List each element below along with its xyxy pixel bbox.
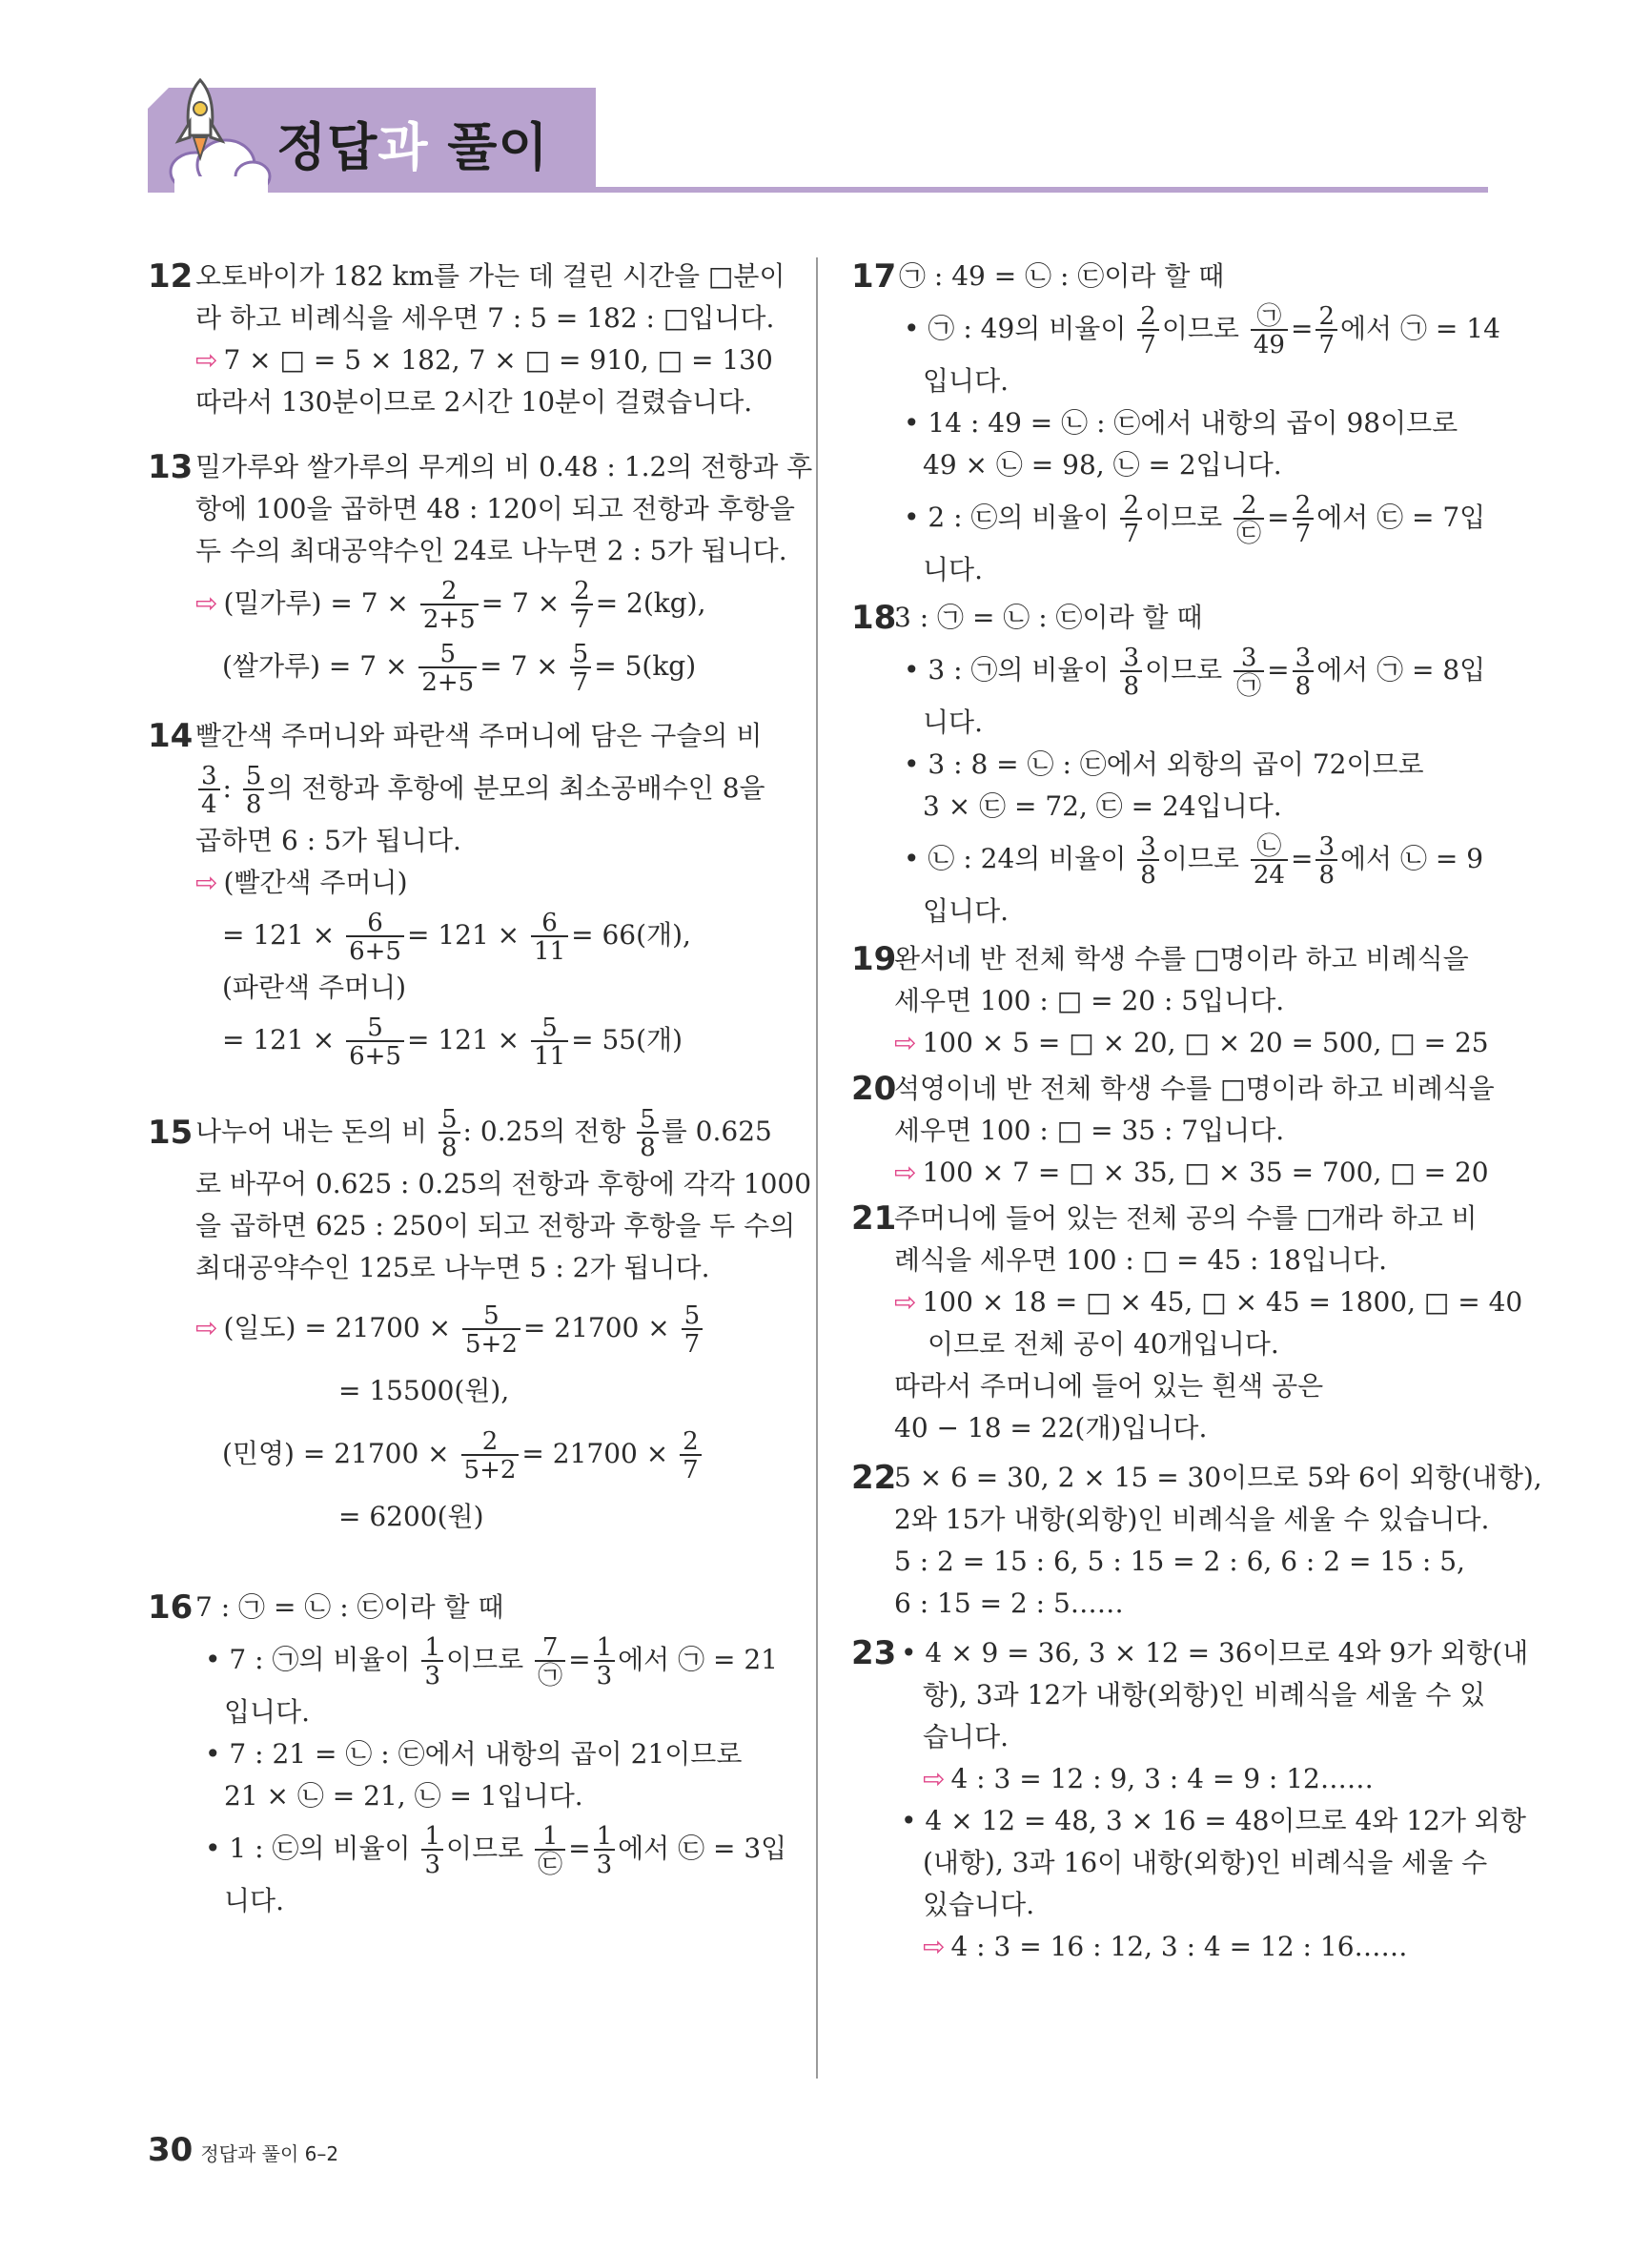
fraction: [420, 576, 479, 634]
expr: • 2 : ㉢의 비율이: [904, 502, 1110, 533]
text-line: 5 : 2 = 15 : 6, 5 : 15 = 2 : 6, 6 : 2 = 15 : 5,: [894, 1546, 1465, 1577]
text-line: 주머니에 들어 있는 전체 공의 수를 □개라 하고 비: [894, 1202, 1478, 1234]
problem-number: 17: [851, 257, 897, 296]
numerator: 5: [439, 639, 457, 668]
arrow-icon: ⇨: [894, 1157, 917, 1188]
numerator: 3: [201, 761, 217, 790]
bullet-line: 습니다.: [923, 1721, 1010, 1752]
text-line: 곱하면 6 : 5가 됩니다.: [195, 825, 461, 856]
answer-text: 100 × 5 = □ × 20, □ × 20 = 500, □ = 25: [922, 1027, 1489, 1058]
denominator: 5+2: [462, 1328, 520, 1357]
fraction: [346, 1015, 404, 1069]
fraction: [346, 908, 404, 966]
denominator: 6+5: [346, 1040, 404, 1069]
denominator: 2+5: [420, 604, 479, 632]
numerator: ㉡: [1256, 831, 1282, 861]
answer-text: 100 × 7 = □ × 35, □ × 35 = 700, □ = 20: [922, 1157, 1489, 1188]
text-line: 7 : ㉠ = ㉡ : ㉢이라 할 때: [195, 1591, 504, 1623]
denominator: 11: [531, 935, 568, 964]
fraction: [1234, 490, 1264, 548]
numerator: 1: [424, 1632, 441, 1662]
expr: 의 전항과 후항에 분모의 최소공배수인 8을: [267, 772, 765, 804]
expr: = 5(kg): [594, 650, 697, 682]
text-line: 5 × 6 = 30, 2 × 15 = 30이므로 5와 6이 외항(내항),: [894, 1462, 1542, 1493]
problem-number: 15: [148, 1114, 194, 1152]
arrow-icon: ⇨: [195, 867, 218, 898]
problem-21: [851, 1198, 1523, 1449]
fraction: [680, 1426, 702, 1485]
denominator: 3: [594, 1660, 616, 1689]
text-line: 3 : ㉠ = ㉡ : ㉢이라 할 때: [894, 602, 1203, 633]
bullet-line: 3 × ㉢ = 72, ㉢ = 24입니다.: [923, 790, 1282, 822]
numerator: 7: [541, 1632, 559, 1662]
expr: = 7 ×: [479, 650, 559, 682]
denominator: 8: [438, 1132, 460, 1160]
expr: = 21700 ×: [521, 1438, 669, 1469]
bullet-line: 21 × ㉡ = 21, ㉡ = 1입니다.: [224, 1780, 583, 1812]
fraction: [1293, 490, 1315, 548]
bullet-line: [205, 1817, 787, 1880]
book-title: 정답과 풀이 6–2: [200, 2142, 339, 2165]
expr: • ㉠ : 49의 비율이: [904, 313, 1127, 344]
bullet-line: [904, 486, 1490, 549]
expr: =: [1290, 313, 1314, 344]
right-column: [851, 256, 1542, 1968]
fraction: [1120, 490, 1142, 548]
answer-line: [894, 1281, 1523, 1323]
fraction: [421, 1821, 443, 1879]
fraction: [531, 908, 568, 966]
expr: :: [222, 772, 232, 804]
numerator: 2: [1295, 490, 1312, 520]
denominator: 7: [1315, 329, 1337, 358]
numerator: 3: [1240, 643, 1257, 672]
text-line: 세우면 100 : □ = 35 : 7입니다.: [894, 1115, 1285, 1146]
expr: 이므로: [446, 1833, 524, 1864]
bullet-line: 입니다.: [923, 895, 1010, 927]
numerator: 5: [441, 1104, 458, 1134]
bullet-line: • 14 : 49 = ㉡ : ㉢에서 내항의 곱이 98이므로: [904, 407, 1458, 439]
problem-number: 14: [148, 717, 194, 755]
fraction: [462, 1303, 520, 1357]
bullet-line: • 3 : 8 = ㉡ : ㉢에서 외항의 곱이 72이므로: [904, 748, 1424, 780]
bullet-line: [904, 828, 1490, 891]
numerator: 5: [640, 1104, 656, 1134]
numerator: 1: [424, 1821, 441, 1851]
text-line: 완서네 반 전체 학생 수를 □명이라 하고 비례식을: [894, 943, 1469, 974]
text-line: 두 수의 최대공약수인 24로 나누면 2 : 5가 됩니다.: [195, 535, 787, 566]
problem-number: 16: [148, 1588, 194, 1627]
text-line: 2와 15가 내항(외항)인 비례식을 세울 수 있습니다.: [894, 1504, 1490, 1535]
denominator: 3: [421, 1660, 443, 1689]
numerator: 2: [1240, 490, 1257, 520]
fraction: [531, 1015, 568, 1069]
fraction: [1234, 645, 1264, 699]
text-line: 석영이네 반 전체 학생 수를 □명이라 하고 비례식을: [894, 1073, 1495, 1104]
denominator: 11: [531, 1040, 568, 1069]
expr: =: [568, 1644, 591, 1675]
text-line: 세우면 100 : □ = 20 : 5입니다.: [894, 985, 1285, 1016]
expr: = 121 ×: [406, 1024, 520, 1055]
denominator: 2+5: [418, 666, 477, 695]
expr: 에서 ㉢ = 3입: [618, 1833, 787, 1864]
problem-number: 21: [851, 1199, 897, 1238]
problem-19: [851, 938, 1490, 1064]
expr: = 21700 ×: [522, 1312, 670, 1343]
page-footer: [148, 2131, 338, 2169]
problem-16: [148, 1587, 787, 1922]
expr: • 3 : ㉠의 비율이: [904, 654, 1110, 686]
denominator: 8: [1120, 670, 1142, 699]
fraction: [438, 1104, 460, 1162]
answer-line: = 15500(원),: [338, 1375, 510, 1406]
text-line: 례식을 세우면 100 : □ = 45 : 18입니다.: [894, 1244, 1388, 1276]
text-line: 라 하고 비례식을 세우면 7 : 5 = 182 : □입니다.: [195, 302, 775, 334]
problem-17: [851, 256, 1500, 591]
expr: (쌀가루) = 7 ×: [222, 650, 408, 682]
header-rule: [148, 187, 1488, 193]
denominator: 8: [243, 789, 265, 817]
answer-text: (빨간색 주머니): [223, 867, 408, 898]
numerator: 3: [1318, 831, 1335, 861]
text-line: ㉠ : 49 = ㉡ : ㉢이라 할 때: [899, 260, 1225, 292]
text-line: 로 바꾸어 0.625 : 0.25의 전항과 후항에 각각 1000: [195, 1168, 812, 1199]
expr: = 121 ×: [222, 919, 336, 951]
answer-line: [923, 1926, 1490, 1968]
fraction: [1293, 645, 1315, 699]
fraction: [1315, 301, 1337, 359]
bullet-line: • 4 × 9 = 36, 3 × 12 = 36이므로 4와 9가 외항(내: [901, 1637, 1529, 1669]
numerator: 1: [596, 1632, 613, 1662]
fraction: [594, 1821, 616, 1879]
answer-line: 40 − 18 = 22(개)입니다.: [894, 1412, 1208, 1444]
bullet-line: 항), 3과 12가 내항(외항)인 비례식을 세울 수 있: [923, 1679, 1486, 1710]
numerator: 3: [1295, 643, 1312, 672]
bullet-line: 입니다.: [923, 365, 1010, 397]
answer-line: [195, 1297, 777, 1360]
problem-22: [851, 1457, 1542, 1625]
bullet-line: [205, 1628, 777, 1691]
text-line: 을 곱하면 625 : 250이 되고 전항과 후항을 두 수의: [195, 1210, 796, 1241]
column-divider: [816, 257, 818, 2079]
numerator: 1: [596, 1821, 613, 1851]
answer-line: [195, 904, 777, 967]
arrow-icon: ⇨: [923, 1763, 946, 1794]
expr: 이므로: [446, 1644, 524, 1675]
answer-text: 4 : 3 = 12 : 9, 3 : 4 = 9 : 12……: [950, 1763, 1374, 1794]
expr: =: [1267, 502, 1290, 533]
text-line: 빨간색 주머니와 파란색 주머니에 담은 구슬의 비: [195, 720, 763, 751]
denominator: 7: [1137, 329, 1159, 358]
fraction: [535, 1821, 565, 1879]
numerator: 2: [440, 576, 458, 605]
denominator: ㉢: [535, 1849, 565, 1877]
numerator: 2: [574, 576, 590, 605]
bullet-line: 49 × ㉡ = 98, ㉡ = 2입니다.: [923, 449, 1282, 481]
problem-number: 18: [851, 599, 897, 637]
expr: 이므로: [1145, 654, 1223, 686]
fraction: [1251, 301, 1288, 359]
answer-line: = 6200(원): [338, 1501, 484, 1532]
problem-20: [851, 1068, 1495, 1194]
expr: 를 0.625: [661, 1116, 772, 1147]
denominator: 5+2: [461, 1454, 520, 1483]
expr: 이므로: [1145, 502, 1223, 533]
fraction: [682, 1303, 704, 1357]
expr: 이므로: [1161, 313, 1239, 344]
fraction: [1137, 301, 1159, 359]
problem-number: 20: [851, 1070, 897, 1108]
arrow-icon: ⇨: [195, 587, 218, 619]
arrow-icon: ⇨: [195, 344, 218, 376]
text-line: 오토바이가 182 km를 가는 데 걸린 시간을 □분이: [195, 260, 785, 292]
expr: =: [1267, 654, 1290, 686]
numerator: 3: [1123, 643, 1140, 672]
expr: : 0.25의 전항: [462, 1116, 626, 1147]
fraction: [198, 761, 220, 819]
answer-line: 따라서 주머니에 들어 있는 흰색 공은: [894, 1370, 1324, 1402]
fraction: [1315, 831, 1337, 890]
problem-number: 13: [148, 448, 194, 486]
expr: = 121 ×: [222, 1024, 336, 1055]
problem-23: [851, 1632, 1529, 1968]
expr: • 1 : ㉢의 비율이: [205, 1833, 411, 1864]
numerator: 6: [367, 908, 383, 937]
problem-number: 23: [851, 1634, 897, 1672]
arrow-icon: ⇨: [195, 1312, 218, 1343]
numerator: 5: [245, 761, 262, 790]
denominator: ㉠: [535, 1660, 565, 1689]
fraction: [1251, 831, 1288, 890]
numerator: 5: [483, 1301, 500, 1330]
numerator: 5: [572, 639, 589, 668]
page-number: 30: [148, 2131, 194, 2169]
denominator: 3: [421, 1849, 443, 1877]
bullet-line: (내항), 3과 16이 내항(외항)인 비례식을 세울 수: [923, 1847, 1488, 1878]
text-line: [195, 1100, 777, 1163]
expr: = 121 ×: [406, 919, 520, 951]
expr: = 7 ×: [480, 587, 561, 619]
text-line: [195, 757, 777, 820]
denominator: 7: [570, 666, 592, 695]
expr: • 7 : ㉠의 비율이: [205, 1644, 411, 1675]
arrow-icon: ⇨: [894, 1286, 917, 1318]
problem-number: 12: [148, 257, 194, 296]
bullet-line: [904, 639, 1490, 702]
left-column: [148, 256, 813, 1922]
numerator: 3: [1140, 831, 1156, 861]
answer-line: [195, 862, 777, 904]
expr: 나누어 내는 돈의 비: [195, 1116, 428, 1147]
numerator: 2: [1140, 301, 1156, 331]
problem-number: 19: [851, 940, 897, 978]
problem-13: [148, 446, 813, 698]
numerator: 2: [683, 1426, 699, 1456]
expr: 에서 ㉠ = 14: [1340, 313, 1500, 344]
bullet-line: [904, 297, 1500, 360]
answer-text: 7 × □ = 5 × 182, 7 × □ = 910, □ = 130: [223, 344, 773, 376]
problem-14: [148, 715, 777, 1072]
denominator: ㉢: [1234, 518, 1264, 546]
problem-18: [851, 597, 1490, 932]
numerator: 2: [1123, 490, 1140, 520]
expr: = 55(개): [571, 1024, 683, 1055]
expr: • ㉡ : 24의 비율이: [904, 843, 1127, 874]
denominator: 8: [1137, 859, 1159, 888]
answer-line: [195, 572, 777, 635]
denominator: 4: [198, 789, 220, 817]
answer-line: [894, 1152, 1490, 1194]
text-line: 밀가루와 쌀가루의 무게의 비 0.48 : 1.2의 전항과 후: [195, 451, 813, 482]
text-line: 항에 100을 곱하면 48 : 120이 되고 전항과 후항을: [195, 493, 795, 524]
answer-text: 100 × 18 = □ × 45, □ × 45 = 1800, □ = 40: [922, 1286, 1523, 1318]
denominator: 8: [637, 1132, 659, 1160]
answer-text: 4 : 3 = 16 : 12, 3 : 4 = 12 : 16……: [950, 1931, 1408, 1962]
expr: (밀가루) = 7 ×: [223, 587, 409, 619]
expr: 에서 ㉢ = 7입: [1316, 502, 1486, 533]
expr: (민영) = 21700 ×: [222, 1438, 450, 1469]
denominator: 49: [1251, 329, 1288, 358]
fraction: [1120, 645, 1142, 699]
expr: 에서 ㉠ = 8입: [1316, 654, 1486, 686]
answer-line: [195, 1423, 777, 1485]
title-part: 풀이: [428, 117, 549, 177]
answer-line: [195, 339, 777, 381]
numerator: 2: [481, 1426, 499, 1456]
expr: =: [568, 1833, 591, 1864]
problem-12: [148, 256, 785, 423]
denominator: 24: [1251, 859, 1288, 888]
numerator: 5: [367, 1013, 383, 1042]
denominator: 7: [682, 1328, 704, 1357]
bullet-line: 니다.: [224, 1885, 284, 1916]
text-line: 최대공약수인 125로 나누면 5 : 2가 됩니다.: [195, 1252, 710, 1283]
bullet-line: • 7 : 21 = ㉡ : ㉢에서 내항의 곱이 21이므로: [205, 1738, 743, 1770]
arrow-icon: ⇨: [894, 1027, 917, 1058]
expr: =: [1290, 843, 1314, 874]
arrow-icon: ⇨: [923, 1931, 946, 1962]
denominator: ㉠: [1234, 670, 1264, 699]
text-line: 6 : 15 = 2 : 5……: [894, 1587, 1124, 1619]
answer-line: [195, 635, 777, 698]
expr: (일도) = 21700 ×: [223, 1312, 452, 1343]
fraction: [243, 761, 265, 819]
expr: = 66(개),: [571, 919, 691, 951]
answer-line: 따라서 130분이므로 2시간 10분이 걸렸습니다.: [195, 386, 753, 418]
denominator: 7: [680, 1454, 702, 1483]
denominator: 7: [571, 604, 593, 632]
fraction: [421, 1632, 443, 1690]
expr: = 2(kg),: [595, 587, 706, 619]
title-part: 과: [377, 117, 429, 177]
answer-line: [195, 1009, 777, 1072]
title-part: 정답: [276, 117, 378, 177]
expr: 에서 ㉡ = 9: [1340, 843, 1484, 874]
rocket-icon: [167, 76, 234, 172]
fraction: [1137, 831, 1159, 890]
bullet-line: 입니다.: [224, 1696, 311, 1728]
numerator: 1: [541, 1821, 559, 1851]
bullet-line: • 4 × 12 = 48, 3 × 16 = 48이므로 4와 12가 외항: [901, 1805, 1526, 1836]
denominator: 8: [1315, 859, 1337, 888]
problem-number: 22: [851, 1459, 897, 1497]
fraction: [461, 1426, 520, 1485]
answer-line: [923, 1758, 1490, 1800]
numerator: ㉠: [1256, 301, 1282, 331]
bullet-line: 있습니다.: [923, 1889, 1035, 1920]
denominator: 7: [1293, 518, 1315, 546]
page-title: [276, 107, 549, 177]
expr: 이므로: [1161, 843, 1239, 874]
fraction: [637, 1104, 659, 1162]
answer-line: [894, 1022, 1490, 1064]
fraction: [571, 576, 593, 634]
denominator: 8: [1293, 670, 1315, 699]
fraction: [535, 1632, 565, 1690]
bullet-line: 니다.: [923, 554, 983, 585]
denominator: 3: [594, 1849, 616, 1877]
numerator: 6: [541, 908, 558, 937]
fraction: [594, 1632, 616, 1690]
answer-line: 이므로 전체 공이 40개입니다.: [928, 1328, 1279, 1360]
fraction: [418, 639, 477, 697]
numerator: 5: [683, 1301, 701, 1330]
denominator: 7: [1120, 518, 1142, 546]
fraction: [570, 639, 592, 697]
numerator: 2: [1318, 301, 1335, 331]
denominator: 6+5: [346, 935, 404, 964]
numerator: 5: [541, 1013, 558, 1042]
bullet-line: 니다.: [923, 707, 983, 738]
expr: 에서 ㉠ = 21: [618, 1644, 778, 1675]
problem-15: [148, 1100, 812, 1548]
answer-line: (파란색 주머니): [222, 972, 407, 1003]
